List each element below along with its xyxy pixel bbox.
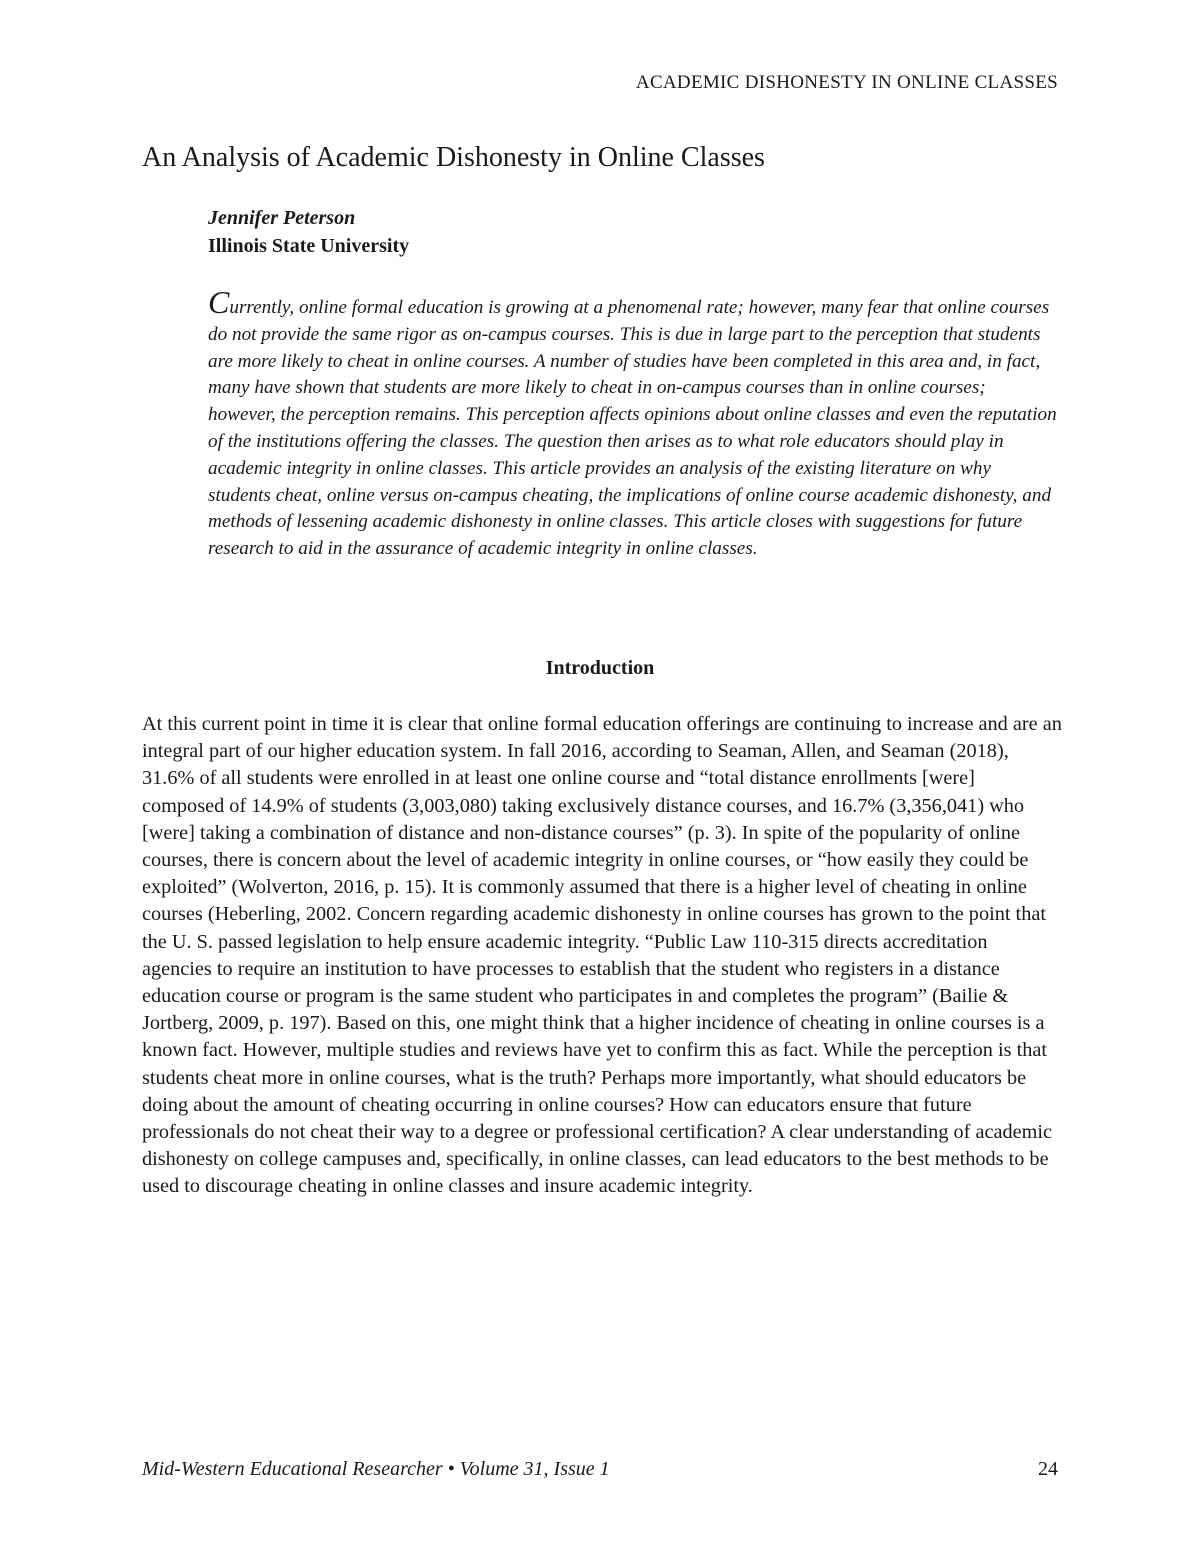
- abstract-dropcap: C: [208, 284, 230, 320]
- author-affiliation: Illinois State University: [208, 235, 410, 257]
- page-number: 24: [1038, 1458, 1058, 1480]
- article-title: An Analysis of Academic Dishonesty in Online Classes: [142, 142, 765, 173]
- introduction-paragraph: At this current point in time it is clear that online formal education offerings are continuing to increase and are an integral part of our higher education system. In fall 2016, according to Seaman, Allen, and Seaman (2018), 31.6% of all students were enrolled in at least one online course and “total distance enrollments [were] composed of 14.9% of students (3,003,080) taking exclusively distance courses, and 16.7% (3,356,041) who [were] taking a combination of distance and non-distance courses” (p. 3). In spite of the popularity of online courses, there is concern about the level of academic integrity in online courses, or “how easily they could be exploited” (Wolverton, 2016, p. 15). It is commonly assumed that there is a higher level of cheating in online courses (Heberling, 2002. Concern regarding academic dishonesty in online courses has grown to the point that the U. S. passed legislation to help ensure academic integrity. “Public Law 110-315 directs accreditation agencies to require an institution to have processes to establish that the student who registers in a distance education course or program is the same student who participates in and completes the program” (Bailie & Jortberg, 2009, p. 197). Based on this, one might think that a higher incidence of cheating in online courses is a known fact. However, multiple studies and reviews have yet to confirm this as fact. While the perception is that students cheat more in online courses, what is the truth? Perhaps more importantly, what should educators be doing about the amount of cheating occurring in online courses? How can educators ensure that future professionals do not cheat their way to a degree or professional certification? A clear understanding of academic dishonesty on college campuses and, specifically, in online classes, can lead educators to the best methods to be used to discourage cheating in online classes and insure academic integrity.: [142, 713, 1062, 1198]
- footer-journal-citation: Mid-Western Educational Researcher • Volume 31, Issue 1: [142, 1458, 610, 1480]
- running-head: ACADEMIC DISHONESTY IN ONLINE CLASSES: [635, 72, 1058, 93]
- abstract-text: urrently, online formal education is growing at a phenomenal rate; however, many fear that online courses do not provide the same rigor as on-campus courses. This is due in large part to the perception that students are more likely to cheat in online courses. A number of studies have been completed in this area and, in fact, many have shown that students are more likely to cheat in on-campus courses than in online courses; however, the perception remains. This perception affects opinions about online classes and even the reputation of the institutions offering the classes. The question then arises as to what role educators should play in academic integrity in online classes. This article provides an analysis of the existing literature on why students cheat, online versus on-campus cheating, the implications of online course academic dishonesty, and methods of lessening academic dishonesty in online classes. This article closes with suggestions for future research to aid in the assurance of academic integrity in online classes.: [208, 297, 1057, 560]
- section-heading-introduction: Introduction: [545, 657, 655, 679]
- author-name: Jennifer Peterson: [208, 207, 356, 229]
- abstract: [208, 284, 1058, 563]
